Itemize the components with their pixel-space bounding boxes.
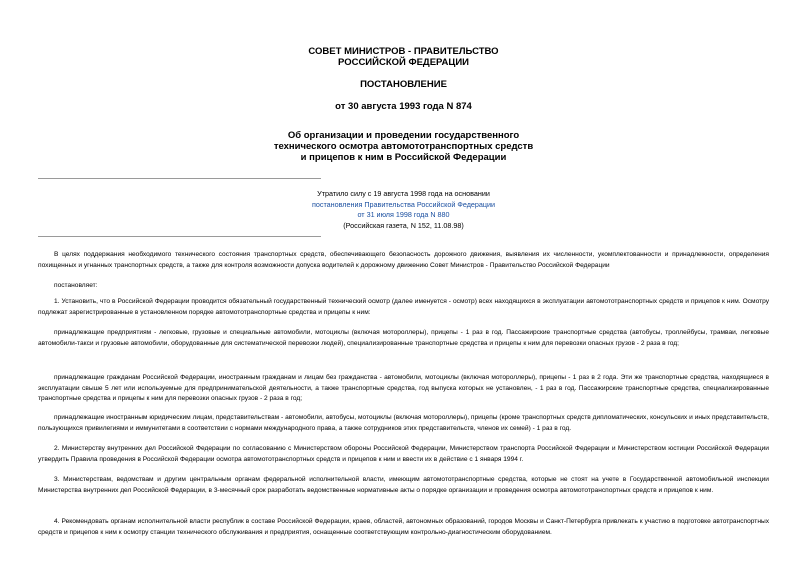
- status-note-source: (Российская газета, N 152, 11.08.98): [343, 220, 464, 230]
- issuing-authority: [0, 46, 807, 68]
- title-line-2: технического осмотра автомототранспортных средств: [273, 141, 534, 152]
- authority-line-1: СОВЕТ МИНИСТРОВ - ПРАВИТЕЛЬСТВО: [308, 46, 499, 57]
- status-note-line: Утратило силу с 19 августа 1998 года на основании: [317, 189, 490, 198]
- item-1a-paragraph: принадлежащие предприятиям - легковые, грузовые и специальные автомобили, мотоциклы (включая мотороллеры), прицепы - 1 раз в год. Пассажирские транспортные средства (автобусы, троллейбусы, трамваи, легковые автомобили-такси и грузовые автомобили, оборудованные для систематической перевозки людей), специализированные транспортные средства и прицепы к ним для перевозки опасных грузов - 2 раза в год;: [38, 329, 769, 347]
- resolves-paragraph: постановляет:: [54, 282, 98, 289]
- body-preamble: [38, 250, 769, 271]
- title-line-1: Об организации и проведении государственного: [287, 130, 520, 141]
- body-item-1: [38, 297, 769, 318]
- item-1b-paragraph: принадлежащие гражданам Российской Федерации, иностранным гражданам и лицам без гражданства - автомобили, мотоциклы (включая мотороллеры), прицепы - 1 раз в 2 года. Эти же транспортные средства, находящиеся в эксплуатации свыше 5 лет или используемые для предпринимательской деятельности, а также транспортные средства, год выпуска которых не установлен, - 1 раз в год. Пассажирские транспортные средства, специализированные транспортные средства и прицепы к ним для перевозки опасных грузов - 2 раза в год;: [38, 374, 769, 402]
- body-item-3: [38, 475, 769, 496]
- preamble-paragraph: В целях поддержания необходимого технического состояния транспортных средств, обеспечивающего безопасность дорожного движения, выявления их численности, укомплектованности и принадлежности, определения похищенных и угнанных транспортных средств, а также для контроля возможности допуска водителей к дорожному движению Совет Министров - Правительство Российской Федерации: [38, 251, 769, 269]
- item-1-paragraph: 1. Установить, что в Российской Федерации проводится обязательный государственный технический осмотр (далее именуется - осмотр) всех находящихся в эксплуатации автомототранспортных средств и прицепов к ним. Осмотру подлежат зарегистрированные в установленном порядке автомототранспортные средства и прицепы к ним:: [38, 298, 769, 316]
- body-item-1b: [38, 373, 769, 405]
- divider-top: [38, 178, 321, 179]
- document-date-number: от 30 августа 1993 года N 874: [335, 101, 472, 112]
- status-note: [0, 189, 807, 231]
- repeal-decree-link[interactable]: постановления Правительства Российской Федерации: [311, 199, 496, 209]
- title-line-3: и прицепов к ним в Российской Федерации: [300, 152, 507, 163]
- body-item-1c: [38, 413, 769, 434]
- item-1c-paragraph: принадлежащие иностранным юридическим лицам, представительствам - автомобили, автобусы, мотоциклы (включая мотороллеры), прицепы (кроме транспортных средств дипломатических, консульских и иных представительств, пользующихся привилегиями и иммунитетами в соответствии с нормами международного права, а также сотрудников этих представительств, членов их семей) - 1 раз в год.: [38, 414, 769, 432]
- body-resolves: [38, 281, 769, 292]
- item-2-paragraph: 2. Министерству внутренних дел Российской Федерации по согласованию с Министерством обороны Российской Федерации, Министерством транспорта Российской Федерации и Министерством юстиции Российской Федерации утвердить Правила проведения в Российской Федерации осмотра автомототранспортных средств и прицепов к ним и ввести их в действие с 1 января 1994 г.: [38, 445, 769, 463]
- item-3-paragraph: 3. Министерствам, ведомствам и другим центральным органам федеральной исполнительной власти, имеющим автомототранспортные средства, которые не стоят на учете в Государственной автомобильной инспекции Министерства внутренних дел Российской Федерации, в 3-месячный срок разработать ведомственные нормативные акты о порядке организации и проведения осмотра автомототранспортных средств и прицепов к ним.: [38, 476, 769, 494]
- body-item-1a: [38, 328, 769, 349]
- body-item-4: [38, 517, 769, 538]
- document-title: [0, 130, 807, 163]
- divider-bottom: [38, 236, 321, 237]
- body-item-2: [38, 444, 769, 465]
- repeal-decree-date-link[interactable]: от 31 июля 1998 года N 880: [357, 210, 450, 219]
- document-type: ПОСТАНОВЛЕНИЕ: [360, 79, 447, 90]
- authority-line-2: РОССИЙСКОЙ ФЕДЕРАЦИИ: [337, 57, 469, 68]
- item-4-paragraph: 4. Рекомендовать органам исполнительной власти республик в составе Российской Федерации, краев, областей, автономных образований, городов Москвы и Санкт-Петербурга привлекать к участию в подготовке автотранспортных средств и прицепов к ним к осмотру станции технического обслуживания и предприятия, оснащенные соответствующим контрольно-диагностическим оборудованием.: [38, 518, 769, 536]
